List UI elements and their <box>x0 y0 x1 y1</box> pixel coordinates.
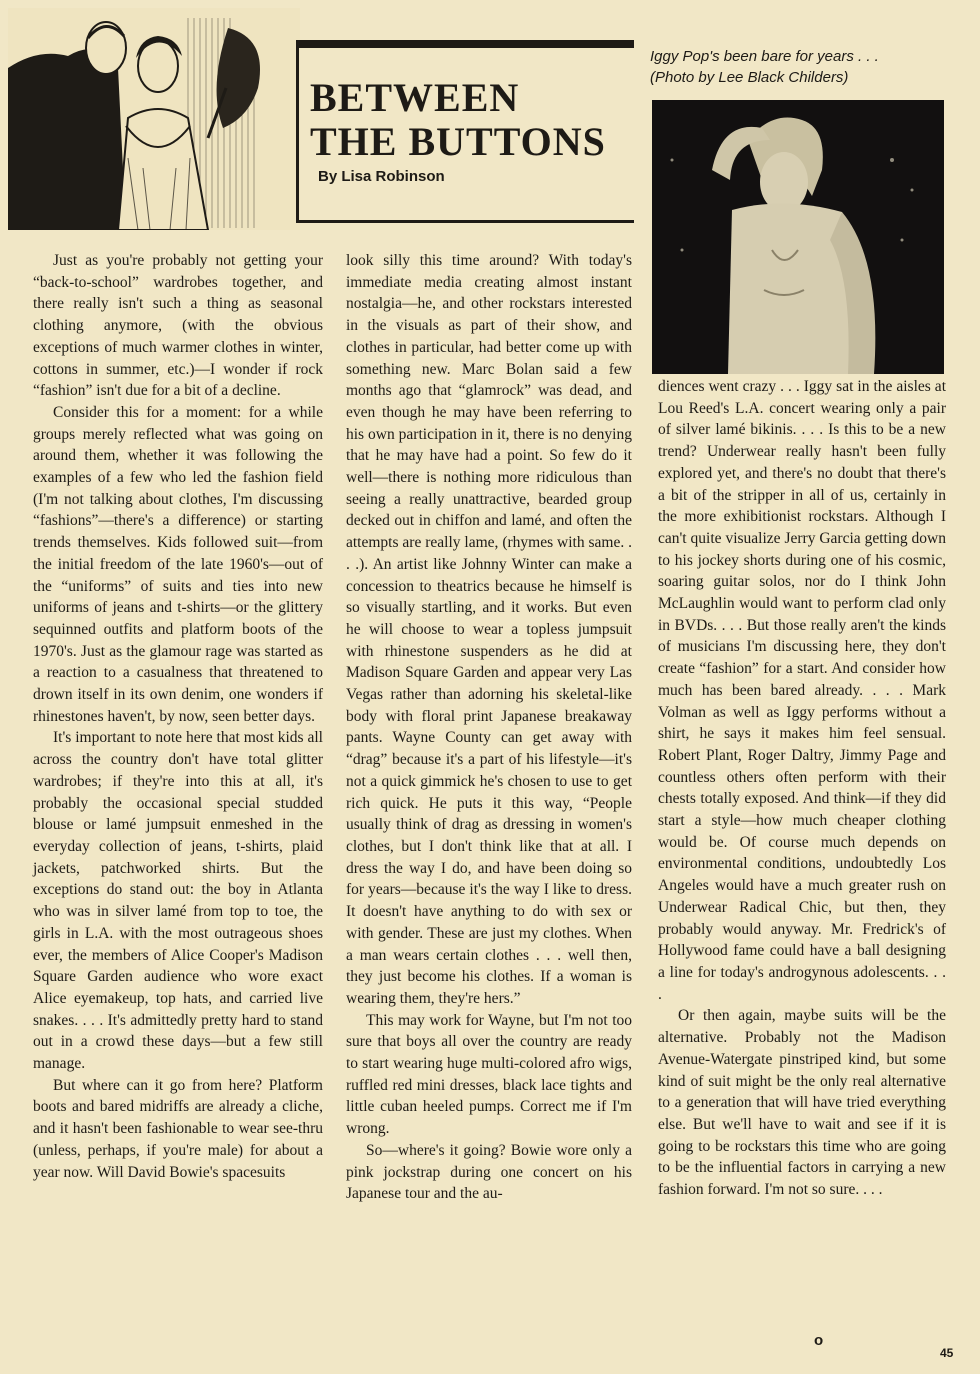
title-frame-bar <box>296 40 634 48</box>
byline: By Lisa Robinson <box>318 168 445 185</box>
article-column-2 <box>346 250 632 1205</box>
paragraph-4: But where can it go from here? Platform boots and bared midriffs are already a cliche, and it hasn't been fashionable to wear see-thru (unless, perhaps, if you're male) for about a year now. Will David Bowie's spacesuits <box>33 1076 323 1181</box>
article-title <box>310 76 606 164</box>
caption-line-2: (Photo by Lee Black Childers) <box>650 69 849 86</box>
article-column-1 <box>33 250 323 1183</box>
page-number: 45 <box>940 1346 954 1360</box>
performer-photo-image <box>652 100 944 374</box>
paragraph-7: So—where's it going? Bowie wore only a pink jockstrap during one concert on his Japanese tour and the au- <box>346 1141 632 1203</box>
paragraph-2: Consider this for a moment: for a while groups merely reflected what was going on around them, whether it was following the examples of a few who led the fashion field (I'm not talking about clothes, I'm discussing “fashions”—there's a difference) or starting trends themselves. Kids followed suit—from the initial freedom of the late 1960's—out of the “uniforms” of suits and ties into new uniforms of jeans and t-shirts—or the glittery sequinned outfits and platform boots of the 1970's. Just as the glamour rage was started as a reaction to a casualness that threatened to drown itself in its own denim, one wonders if rhinestones haven't, by now, seen better days. <box>33 403 323 725</box>
photo-caption <box>650 46 950 88</box>
iggy-pop-photo <box>652 100 944 374</box>
paragraph-8: diences went crazy . . . Iggy sat in the aisles at Lou Reed's L.A. concert wearing only a pair of silver lamé bikinis. . . . Is this to be a new trend? Underwear really hasn't been fully explored yet, and there's no doubt that there's a bit of the stripper in all of us, certainly in the more exhibitionist rockstars. Although I can't quite visualize Jerry Garcia getting down to his jockey shorts during one of his cosmic, soaring guitar solos, nor do I think John McLaughlin would want to perform clad only in BVDs. . . . But those really aren't the kinds of musicians I'm discussing here, they don't create “fashion” for a start. And consider how much has been bared already. . . . Mark Volman as well as Iggy performs without a shirt, he says it makes him feel sensual. Robert Plant, Roger Daltry, Jimmy Page and countless others often perform with their chests totally exposed. And think—if they did start a style—how much cheaper clothing would be. Of course much depends on environmental conditions, undoubtedly Los Angeles would have a much greater rush on Underwear Radical Chic, but then, they probably would anyway. Mr. Fredrick's of Hollywood fame could have a ball designing a line for today's androgynous adolescents. . . . <box>658 378 946 1003</box>
paragraph-1: Just as you're probably not getting your “back-to-school” wardrobes together, and there really isn't such a thing as seasonal clothing anymore, (with the obvious exceptions of much warmer clothes in winter, cottons in summer, etc.)—I wonder if rock “fashion” isn't due for a bit of a decline. <box>33 252 323 400</box>
title-line-2: THE BUTTONS <box>310 119 606 164</box>
article-column-3 <box>658 376 946 1201</box>
caption-line-1: Iggy Pop's been bare for years . . . <box>650 48 879 65</box>
paragraph-3: It's important to note here that most kids all across the country don't have total glitter wardrobes; if they're into this at all, it's probably the occasional special studded blouse or lamé jumpsuit enmeshed in the everyday collection of jeans, t-shirts, plaid jackets, patchworked shirts. But the exceptions do stand out: the boy in Atlanta who was in silver lamé from top to toe, the girls in L.A. with the most outrageous shoes ever, the members of Alice Cooper's Madison Square Garden audience who wore exact Alice eyemakeup, top hats, and carried live snakes. . . . It's admittedly pretty hard to stand out in a crowd these days—but a few still manage. <box>33 729 323 1073</box>
paragraph-6: This may work for Wayne, but I'm not too sure that boys all over the country are ready to start wearing huge multi-colored afro wigs, ruffled red mini dresses, black lace tights and little cuban heeled pumps. Correct me if I'm wrong. <box>346 1011 632 1138</box>
paragraph-5: look silly this time around? With today's immediate media creating almost instant nostalgia—he, and other rockstars interested in the visuals as part of their show, and clothes in particular, had better come up with something new. Marc Bolan said a few months ago that “glamrock” was dead, and even though he may have been referring to his own participation in it, there is no denying that he may have had a point. So few do it well—there is nothing more ridiculous than seeing a really unattractive, bearded group decked out in chiffon and lamé, and often the attempts are really lame, (rhymes with same. . . .). An artist like Johnny Winter can make a concession to theatrics because he himself is so visually startling, and it works. But even he will choose to wear a topless jumpsuit with rhinestone suspenders as he did at Madison Square Garden and appear very Las Vegas rather than adorning his skeletal-like body with floral print Japanese breakaway pants. Wayne County can get away with “drag” because it's a part of his lifestyle—it's not a quick gimmick he's chosen to use to get rich quick. He puts it this way, “People usually think of drag as dressing in women's clothes, but I don't think like that at all. I dress the way I do, and have been doing so for years—because it's the way I like to dress. It doesn't have anything to do with sex or with gender. These are just my clothes. When a man wears certain clothes . . . well then, they just become his clothes. If a woman is wearing them, they're hers.” <box>346 252 632 1007</box>
paragraph-9: Or then again, maybe suits will be the alternative. Probably not the Madison Avenue-Watergate pinstriped kind, but some kind of suit might be the only real alternative to a generation that will have tried everything else. But we'll have to wait and see if it is going to be rockstars this time who are going to be the influential factors in carrying a new fashion forward. I'm not so sure. . . . <box>658 1007 946 1199</box>
end-of-article-mark: o <box>814 1332 824 1349</box>
header-illustration <box>8 8 300 230</box>
title-line-1: BETWEEN <box>310 75 520 120</box>
victorian-couple-illustration <box>8 8 300 230</box>
